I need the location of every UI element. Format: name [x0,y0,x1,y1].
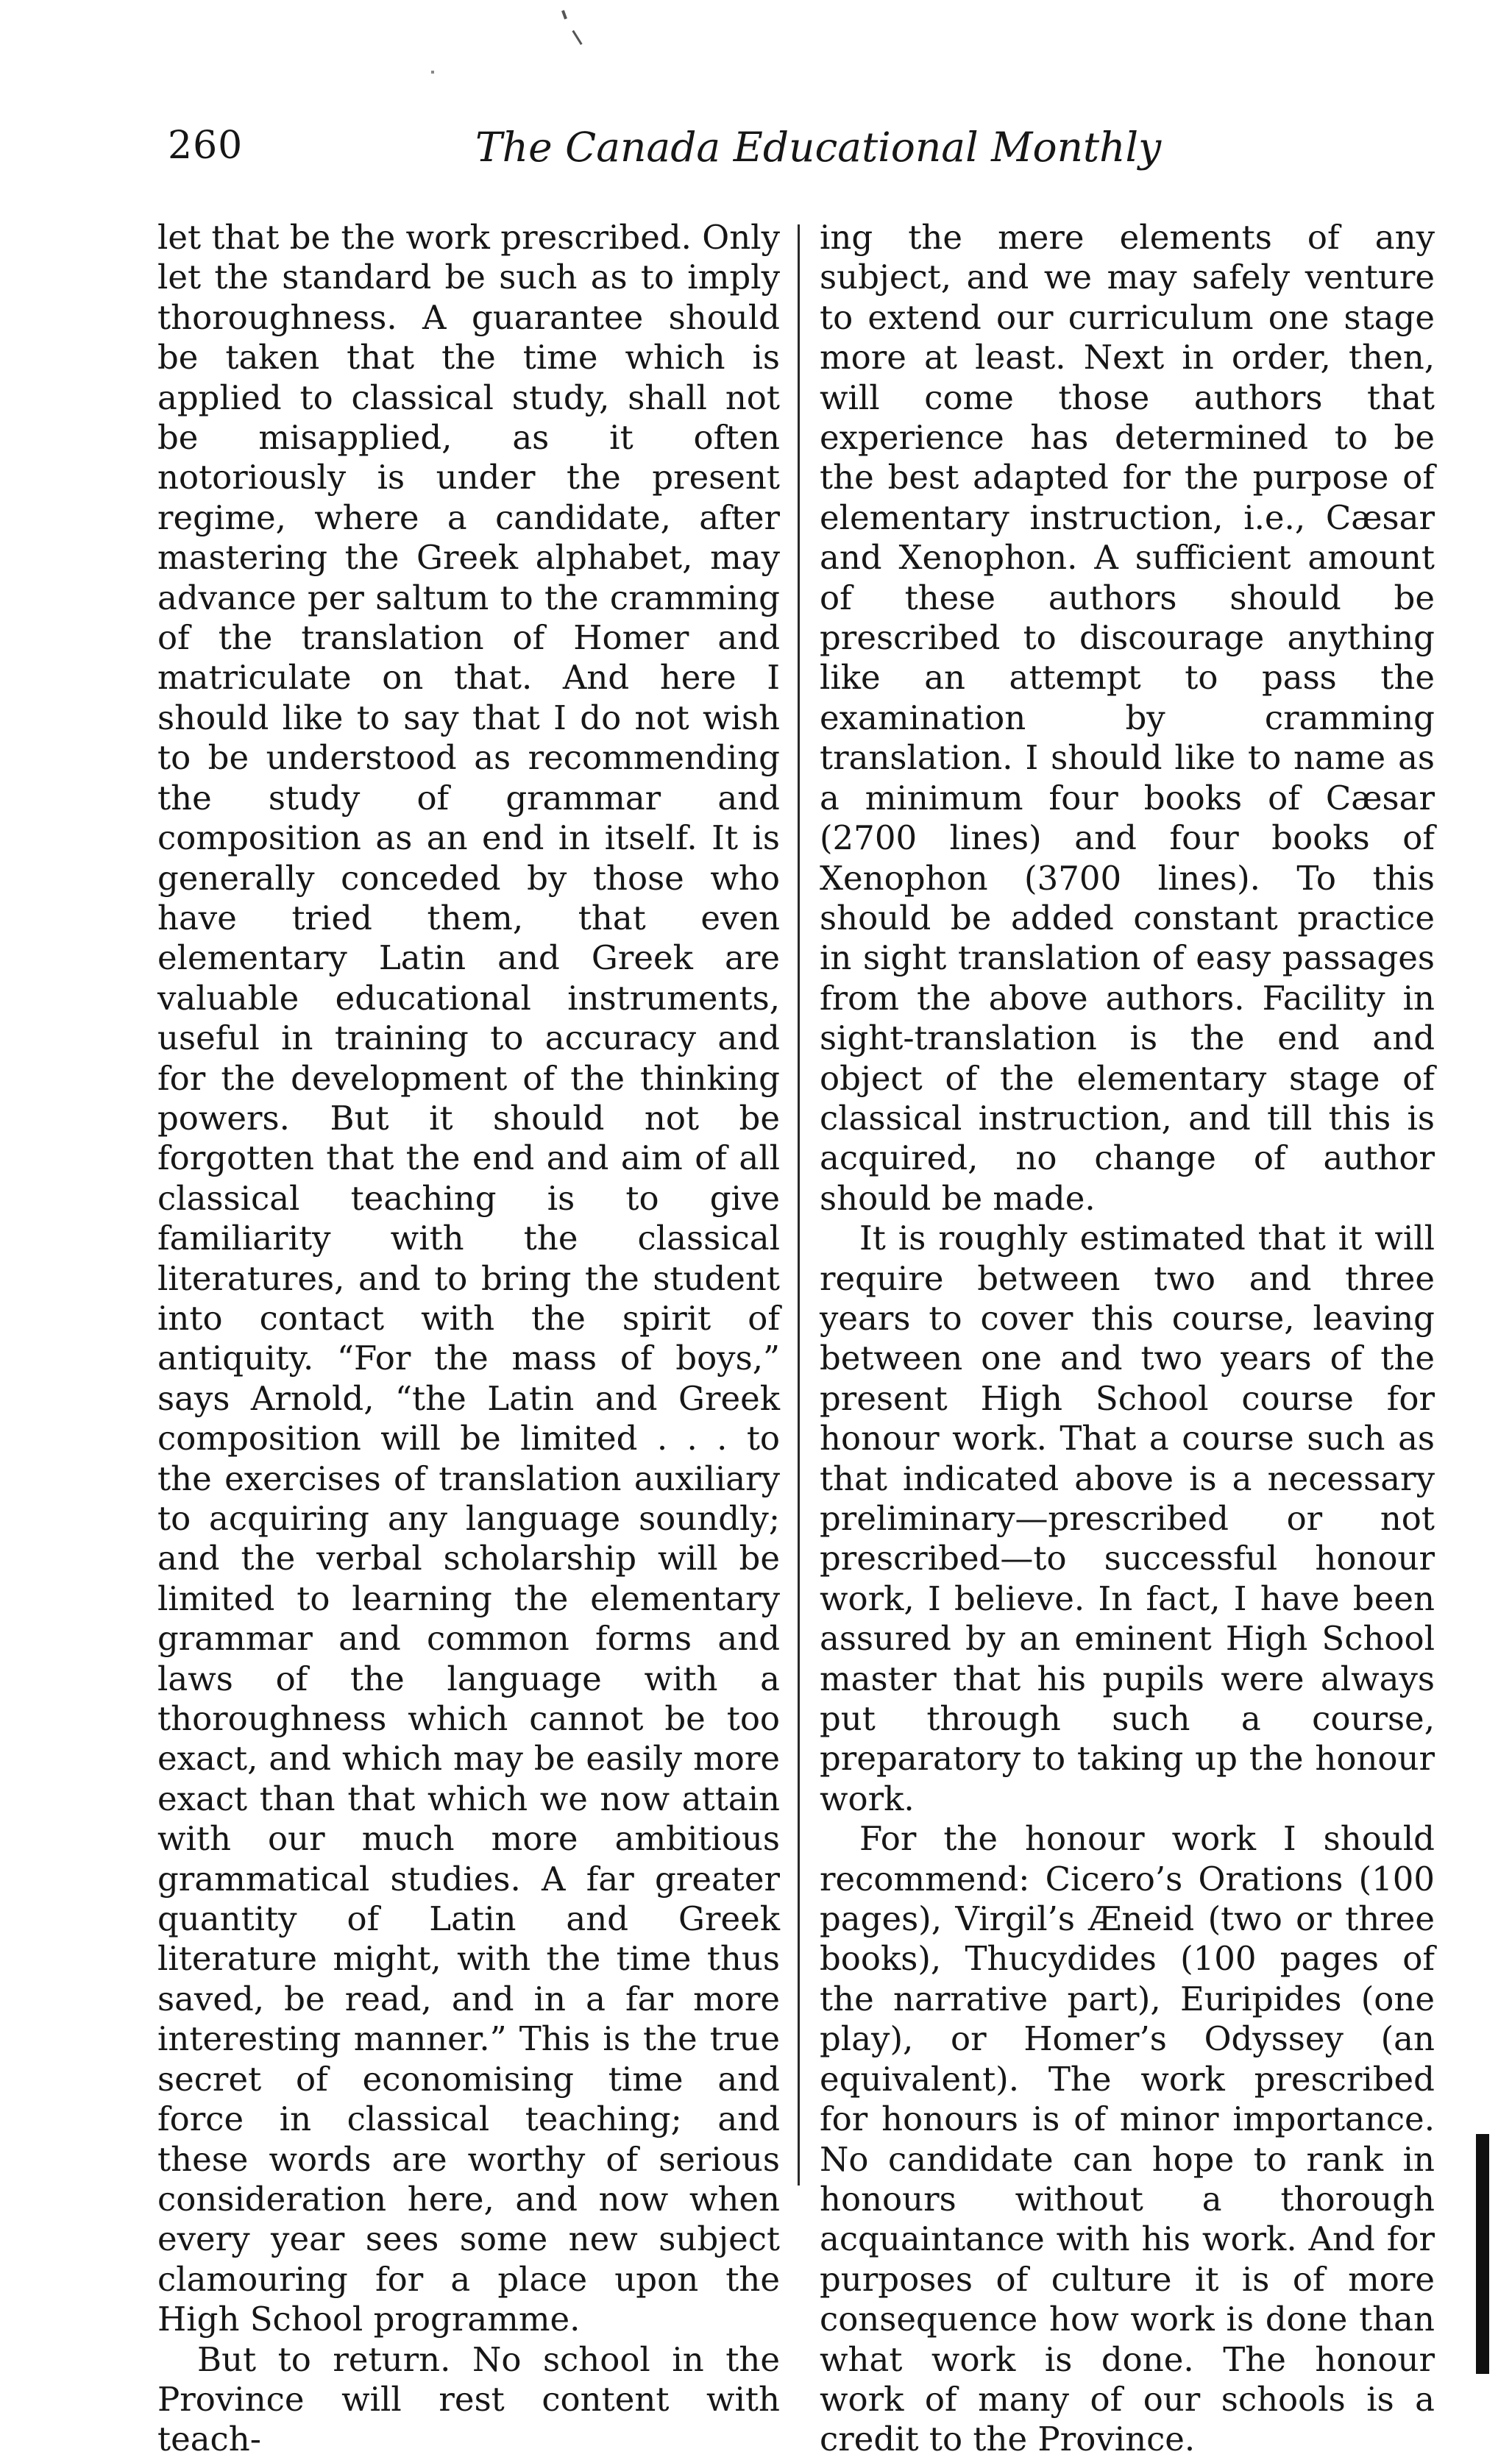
paragraph: let that be the work prescribed. Only let the standard be such as to imply thoroughness. A guarantee should be taken that the time which is applied to classical study, shall not be misapplied, as it often notoriously is under the present regime, where a candidate, after mastering the Greek alphabet, may advance per saltum to the cramming of the translation of Homer and matriculate on that. And here I should like to say that I do not wish to be understood as recommending the study of grammar and composition as an end in itself. It is generally conceded by those who have tried them, that even elementary Latin and Greek are valuable educational instruments, useful in training to accuracy and for the development of the thinking powers. But it should not be forgotten that the end and aim of all classical teaching is to give familiarity with the classical literatures, and to bring the student into contact with the spirit of antiquity. “For the mass of boys,” says Arnold, “the Latin and Greek composition will be limited . . . to the exercises of translation auxiliary to acquiring any language soundly; and the verbal scholarship will be limited to learning the elementary grammar and common forms and laws of the language with a thoroughness which cannot be too exact, and which may be easily more exact than that which we now attain with our much more ambitious grammatical studies. A far greater quantity of Latin and Greek literature might, with the time thus saved, be read, and in a far more interesting manner.” This is the true secret of economising time and force in classical teaching; and these words are worthy of serious consideration here, and now when every year sees some new subject clamouring for a place upon the High School programme. [157,218,780,2339]
scan-speck [561,10,567,20]
paragraph: ing the mere elements of any subject, and we may safely venture to extend our curriculum one stage more at least. Next in order, then, will come those authors that experience has determined to be the best adapted for the purpose of elementary instruction, i.e., Cæsar and Xenophon. A sufficient amount of these authors should be prescribed to discourage anything like an attempt to pass the examination by cramming translation. I should like to name as a minimum four books of Cæsar (2700 lines) and four books of Xenophon (3700 lines). To this should be added constant practice in sight translation of easy passages from the above authors. Facility in sight-translation is the end and object of the elementary stage of classical instruction, and till this is acquired, no change of author should be made. [820,218,1435,1218]
left-column [157,218,780,2460]
running-title: The Canada Educational Monthly [475,124,1162,171]
scan-speck [431,71,434,74]
paragraph: For the honour work I should recommend: Cicero’s Orations (100 pages), Virgil’s Æneid (two or three books), Thucydides (100 pages of the narrative part), Euripides (one play), or Homer’s Odyssey (an equivalent). The work prescribed for honours is of minor importance. No candidate can hope to rank in honours without a thorough acquaintance with his work. And for purposes of culture it is of more consequence how work is done than what work is done. The honour work of many of our schools is a credit to the Province. [820,1819,1435,2459]
page-header [168,124,1316,182]
page-number: 260 [168,124,244,168]
paragraph: It is roughly estimated that it will require between two and three years to cover this course, leaving between one and two years of the present High School course for honour work. That a course such as that indicated above is a necessary preliminary—prescribed or not prescribed—to successful honour work, I believe. In fact, I have been assured by an eminent High School master that his pupils were always put through such a course, preparatory to taking up the honour work. [820,1219,1435,1818]
paragraph: But to return. No school in the Province will rest content with teach- [157,2339,780,2459]
right-column [820,218,1435,2460]
scan-speck [572,30,582,45]
column-divider [798,224,800,2186]
scan-edge-shadow [1476,2134,1489,2374]
